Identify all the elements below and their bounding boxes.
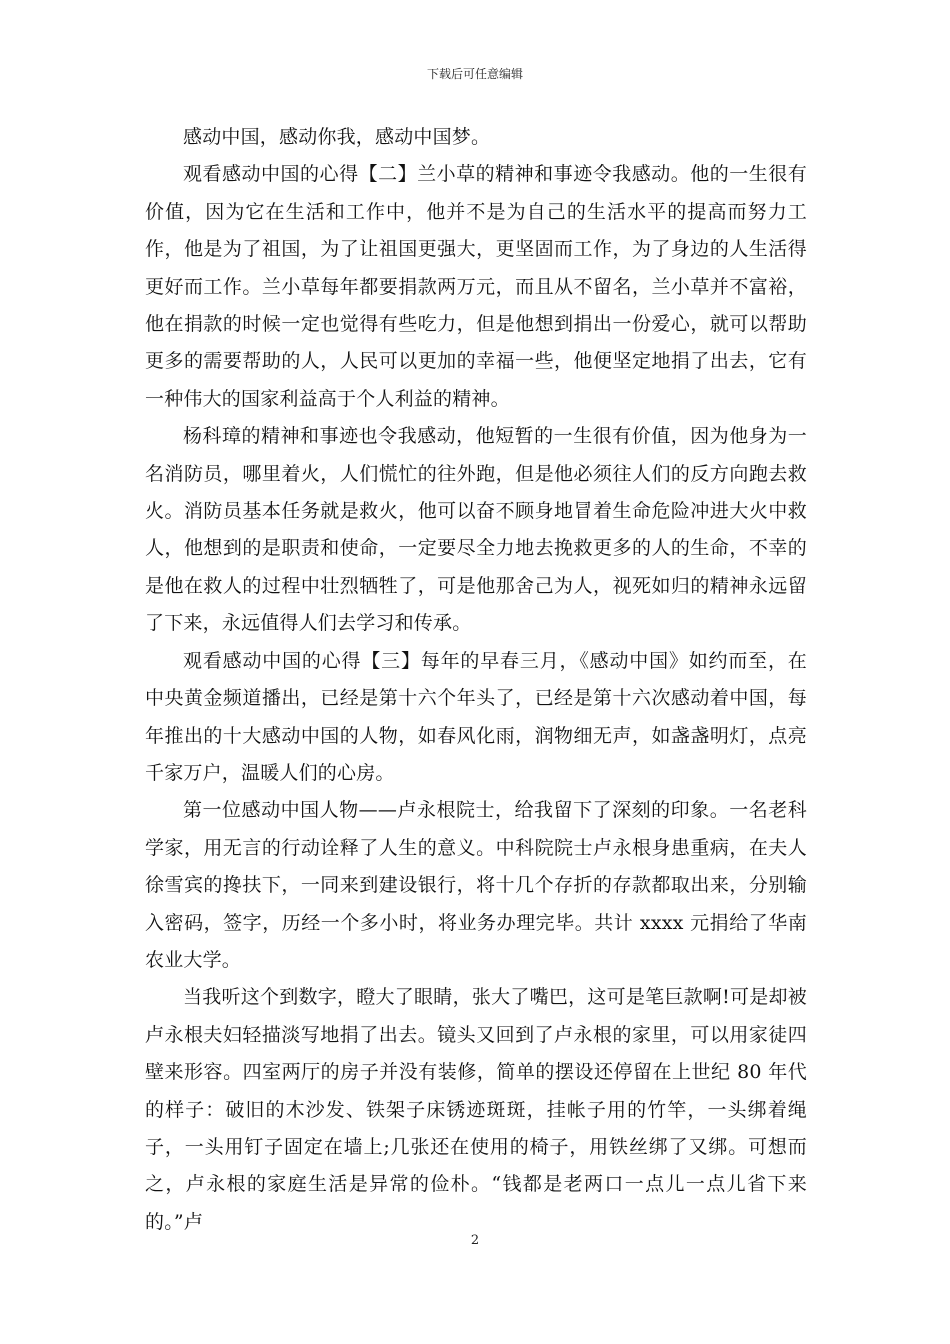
paragraph-6: 当我听这个到数字，瞪大了眼睛，张大了嘴巴，这可是笔巨款啊!可是却被卢永根夫妇轻描淡写地捐了出去。镜头又回到了卢永根的家里，可以用家徒四壁来形容。四室两厅的房子并没有装修，简单的摆设还停留在上世纪 80 年代的样子：破旧的木沙发、铁架子床锈迹斑斑，挂帐子用的竹竿，一头绑着绳子，一头用钉子固定在墙上;几张还在使用的椅子，用铁丝绑了又绑。可想而之，卢永根的家庭生活是异常的俭朴。“钱都是老两口一点儿一点儿省下来的。”卢 <box>145 986 807 1233</box>
paragraph-1: 感动中国，感动你我，感动中国梦。 <box>183 126 491 148</box>
paragraph-3: 杨科璋的精神和事迹也令我感动，他短暂的一生很有价值，因为他身为一名消防员，哪里着火，人们慌忙的往外跑，但是他必须往人们的反方向跑去救火。消防员基本任务就是救火，他可以奋不顾身地冒着生命危险冲进大火中救人，他想到的是职责和使命，一定要尽全力地去挽救更多的人的生命，不幸的是他在救人的过程中壮烈牺牲了，可是他那舍己为人，视死如归的精神永远留了下来，永远值得人们去学习和传承。 <box>145 425 807 635</box>
paragraph-2: 观看感动中国的心得【二】兰小草的精神和事迹令我感动。他的一生很有价值，因为它在生活和工作中，他并不是为自己的生活水平的提高而努力工作，他是为了祖国，为了让祖国更强大，更坚固而工作，为了身边的人生活得更好而工作。兰小草每年都要捐款两万元，而且从不留名，兰小草并不富裕，他在捐款的时候一定也觉得有些吃力，但是他想到捐出一份爱心，就可以帮助更多的需要帮助的人，人民可以更加的幸福一些，他便坚定地捐了出去，它有一种伟大的国家利益高于个人利益的精神。 <box>145 163 807 410</box>
page-number: 2 <box>470 1233 480 1248</box>
page-header: 下载后可任意编辑 <box>426 67 523 81</box>
document-body <box>145 119 807 1241</box>
paragraph-5: 第一位感动中国人物——卢永根院士，给我留下了深刻的印象。一名老科学家，用无言的行动诠释了人生的意义。中科院院士卢永根身患重病，在夫人徐雪宾的搀扶下，一同来到建设银行，将十几个存折的存款都取出来，分别输入密码，签字，历经一个多小时，将业务办理完毕。共计 xxxx 元捐给了华南农业大学。 <box>145 799 807 971</box>
paragraph-4: 观看感动中国的心得【三】每年的早春三月，《感动中国》如约而至，在中央黄金频道播出，已经是第十六个年头了，已经是第十六次感动着中国，每年推出的十大感动中国的人物，如春风化雨，润物细无声，如盏盏明灯，点亮千家万户，温暖人们的心房。 <box>145 649 807 784</box>
